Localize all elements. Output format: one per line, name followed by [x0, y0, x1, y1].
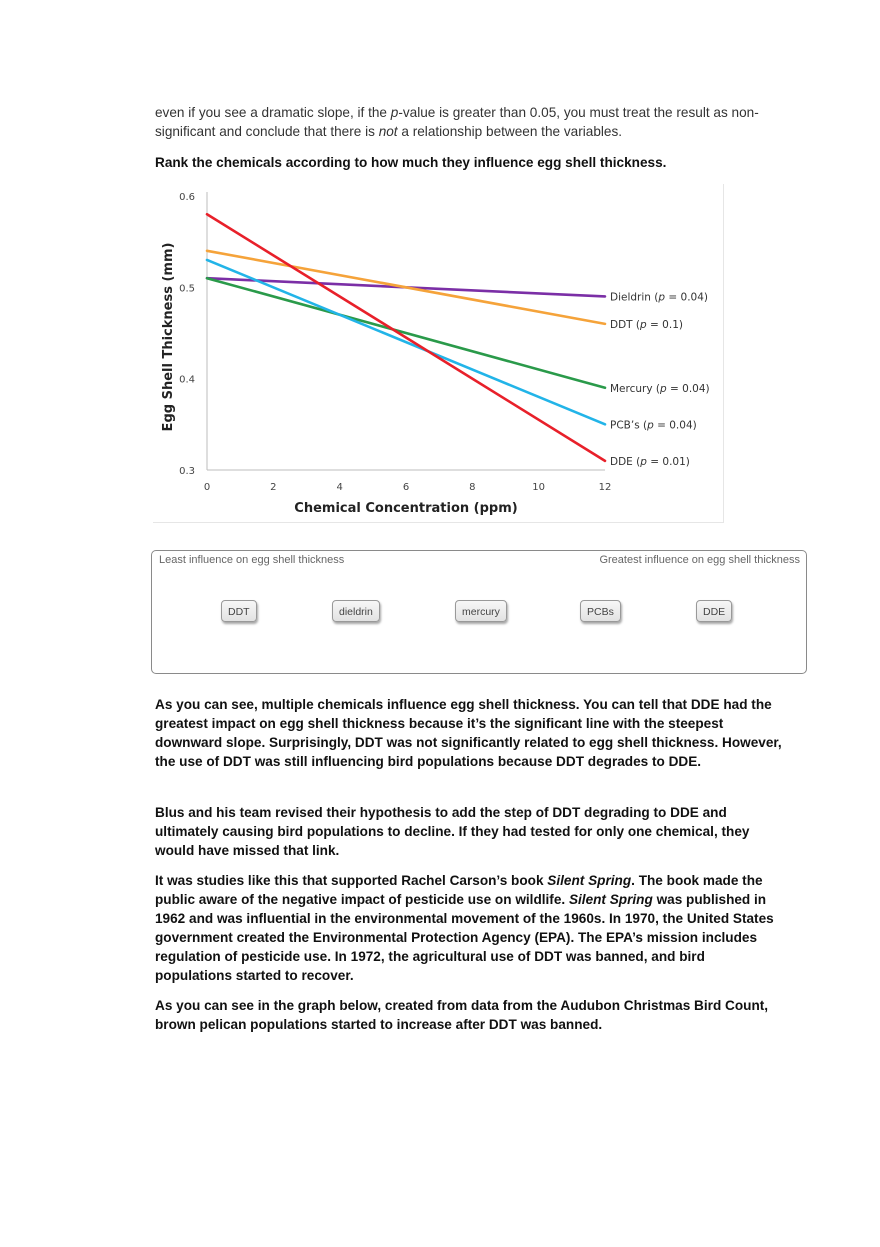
rank-chip-ddt[interactable]: DDT [221, 600, 257, 622]
y-tick-label: 0.6 [179, 192, 195, 203]
book-title-2: Silent Spring [568, 892, 653, 907]
x-tick-label: 0 [203, 482, 211, 493]
intro-not-italic: not [378, 124, 398, 139]
x-tick-label: 10 [532, 482, 546, 493]
paragraph-hypothesis: Blus and his team revised their hypothesis to add the step of DDT degrading to DDE and ultimately causing bird populations to decline. If they had tested for only one chemical, they would have missed that link. [155, 805, 750, 858]
series-line-pcbs [207, 260, 605, 424]
x-tick-label: 4 [336, 482, 343, 493]
rank-chip-pcbs[interactable]: PCBs [580, 600, 621, 622]
silent-spring-text-b: . The book made the public aware of the negative impact of pesticide use on wildlife. [155, 873, 763, 907]
x-tick-label: 8 [469, 482, 476, 493]
ranking-drag-area[interactable] [151, 550, 807, 674]
least-influence-label: Least influence on egg shell thickness [159, 554, 345, 566]
silent-spring-text-c: was published in 1962 and was influential in the environmental movement of the 1960s. In 1970, the United States government created the Environmental Protection Agency (EPA). The EPA’s mission includes regulation of pesticide use. In 1972, the agricultural use of DDT was banned, and bird populations started to recover. [155, 892, 774, 983]
y-tick-label: 0.3 [179, 466, 195, 477]
silent-spring-text-a: It was studies like this that supported Rachel Carson’s book [155, 873, 548, 888]
intro-text-3: a relationship between the variables. [397, 124, 623, 139]
series-line-dde [207, 214, 605, 461]
x-tick-label: 12 [598, 482, 612, 493]
intro-paragraph [155, 103, 785, 141]
rank-chip-mercury[interactable]: mercury [455, 600, 507, 622]
series-label-dieldrin: Dieldrin (p = 0.04) [610, 291, 708, 304]
greatest-influence-label: Greatest influence on egg shell thickness [599, 554, 800, 566]
x-tick-label: 2 [270, 482, 277, 493]
y-tick-label: 0.5 [179, 283, 195, 295]
paragraph-dde-impact: As you can see, multiple chemicals influence egg shell thickness. You can tell that DDE had the greatest impact on egg shell thickness because it’s the significant line with the steepest downward slope. Surprisingly, DDT was not significantly related to egg shell thickness. However, the use of DDT was still influencing bird populations because DDT degrades to DDE. [155, 697, 782, 769]
rank-chip-dde[interactable]: DDE [696, 600, 732, 622]
y-axis-title: Egg Shell Thickness (mm) [161, 242, 176, 432]
series-line-ddt [207, 251, 605, 324]
ranking-question: Rank the chemicals according to how much they influence egg shell thickness. [155, 155, 667, 170]
paragraph-silent-spring [155, 871, 785, 985]
book-title-1: Silent Spring [547, 873, 632, 888]
y-tick-label: 0.4 [179, 374, 195, 386]
egg-shell-chart-svg [153, 184, 723, 522]
x-tick-label: 6 [402, 482, 410, 493]
series-label-mercury: Mercury (p = 0.04) [610, 382, 710, 395]
egg-shell-chart [153, 184, 724, 523]
intro-text-2: -value is greater than 0.05, you must treat the result as non-significant and conclude that there is [155, 105, 759, 139]
series-label-ddt: DDT (p = 0.1) [610, 318, 683, 331]
series-label-dde: DDE (p = 0.01) [610, 455, 690, 468]
rank-chip-dieldrin[interactable]: dieldrin [332, 600, 380, 622]
intro-p-italic: p [390, 105, 399, 120]
intro-text-1: even if you see a dramatic slope, if the [155, 105, 391, 120]
x-axis-title: Chemical Concentration (ppm) [294, 501, 518, 516]
series-label-pcbs: PCB’s (p = 0.04) [610, 419, 697, 432]
paragraph-pelican: As you can see in the graph below, created from data from the Audubon Christmas Bird Count, brown pelican populations started to increase after DDT was banned. [155, 998, 769, 1032]
